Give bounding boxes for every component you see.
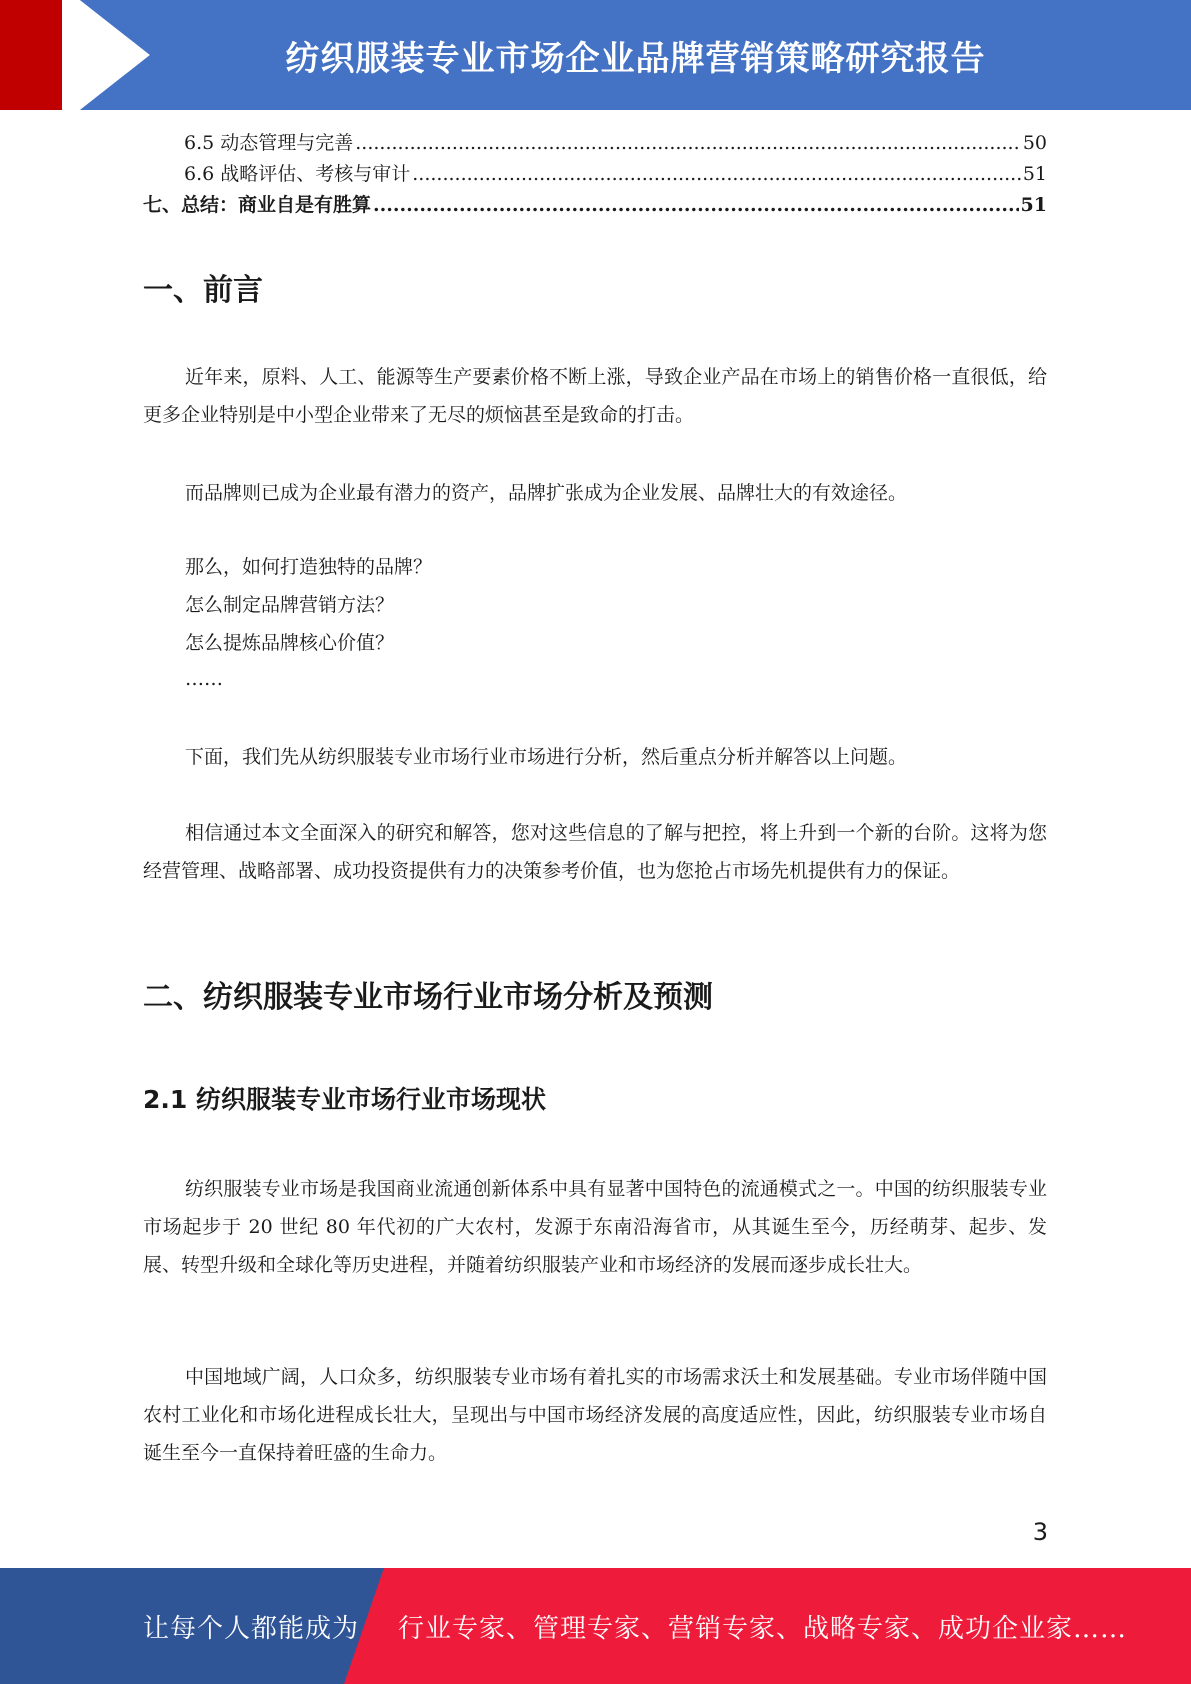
report-title: 纺织服装专业市场企业品牌营销策略研究报告	[285, 38, 986, 79]
footer-slogan-left: 让每个人都能成为	[143, 1613, 360, 1644]
toc-item-label: 6.6 战略评估、考核与审计	[184, 163, 411, 185]
footer-slogan-right: 行业专家、管理专家、营销专家、战略专家、成功企业家……	[398, 1613, 1128, 1644]
toc-item-label: 七、总结：商业自是有胜算	[143, 194, 372, 216]
toc-item-label: 6.5 动态管理与完善	[184, 132, 354, 154]
ellipsis-line: ……	[185, 668, 223, 690]
question-line: 那么，如何打造独特的品牌？	[185, 556, 433, 578]
page-number: 3	[1032, 1518, 1048, 1546]
question-line: 怎么提炼品牌核心价值？	[185, 632, 395, 654]
section-heading-preface: 一、前言	[143, 273, 263, 308]
paragraph: 而品牌则已成为企业最有潜力的资产，品牌扩张成为企业发展、品牌壮大的有效途径。	[185, 482, 908, 504]
header-banner	[0, 0, 1191, 110]
toc-item-page: 51	[1022, 163, 1047, 185]
paragraph: 相信通过本文全面深入的研究和解答，您对这些信息的了解与把控，将上升到一个新的台阶。这将为您经营管理、战略部署、成功投资提供有力的决策参考价值，也为您抢占市场先机提供有力的保证。	[143, 822, 1047, 882]
toc-leader	[373, 190, 1019, 221]
paragraph: 纺织服装专业市场是我国商业流通创新体系中具有显著中国特色的流通模式之一。中国的纺织服装专业市场起步于 20 世纪 80 年代初的广大农村，发源于东南沿海省市，从其诞生至今，历经萌芽、起步、发展、转型升级和全球化等历史进程，并随着纺织服装产业和市场经济的发展而逐步成长壮大。	[143, 1178, 1047, 1276]
paragraph: 中国地域广阔，人口众多，纺织服装专业市场有着扎实的市场需求沃土和发展基础。专业市场伴随中国农村工业化和市场化进程成长壮大，呈现出与中国市场经济发展的高度适应性，因此，纺织服装专业市场自诞生至今一直保持着旺盛的生命力。	[143, 1366, 1047, 1464]
toc-leader	[412, 159, 1021, 190]
toc-item[interactable]	[143, 190, 1047, 221]
footer-banner	[0, 1568, 1191, 1684]
paragraph: 近年来，原料、人工、能源等生产要素价格不断上涨，导致企业产品在市场上的销售价格一直很低，给更多企业特别是中小型企业带来了无尽的烦恼甚至是致命的打击。	[143, 366, 1047, 426]
subsection-heading-market-status: 2.1 纺织服装专业市场行业市场现状	[143, 1085, 546, 1114]
section-heading-market-analysis: 二、纺织服装专业市场行业市场分析及预测	[143, 980, 713, 1015]
question-line: 怎么制定品牌营销方法？	[185, 594, 395, 616]
toc-list	[143, 128, 1047, 221]
toc-item-page: 50	[1022, 132, 1047, 154]
paragraph: 下面，我们先从纺织服装专业市场行业市场进行分析，然后重点分析并解答以上问题。	[185, 746, 908, 768]
toc-item[interactable]	[143, 128, 1047, 159]
toc-item[interactable]	[143, 159, 1047, 190]
toc-leader	[355, 128, 1021, 159]
toc-item-page: 51	[1020, 194, 1047, 216]
